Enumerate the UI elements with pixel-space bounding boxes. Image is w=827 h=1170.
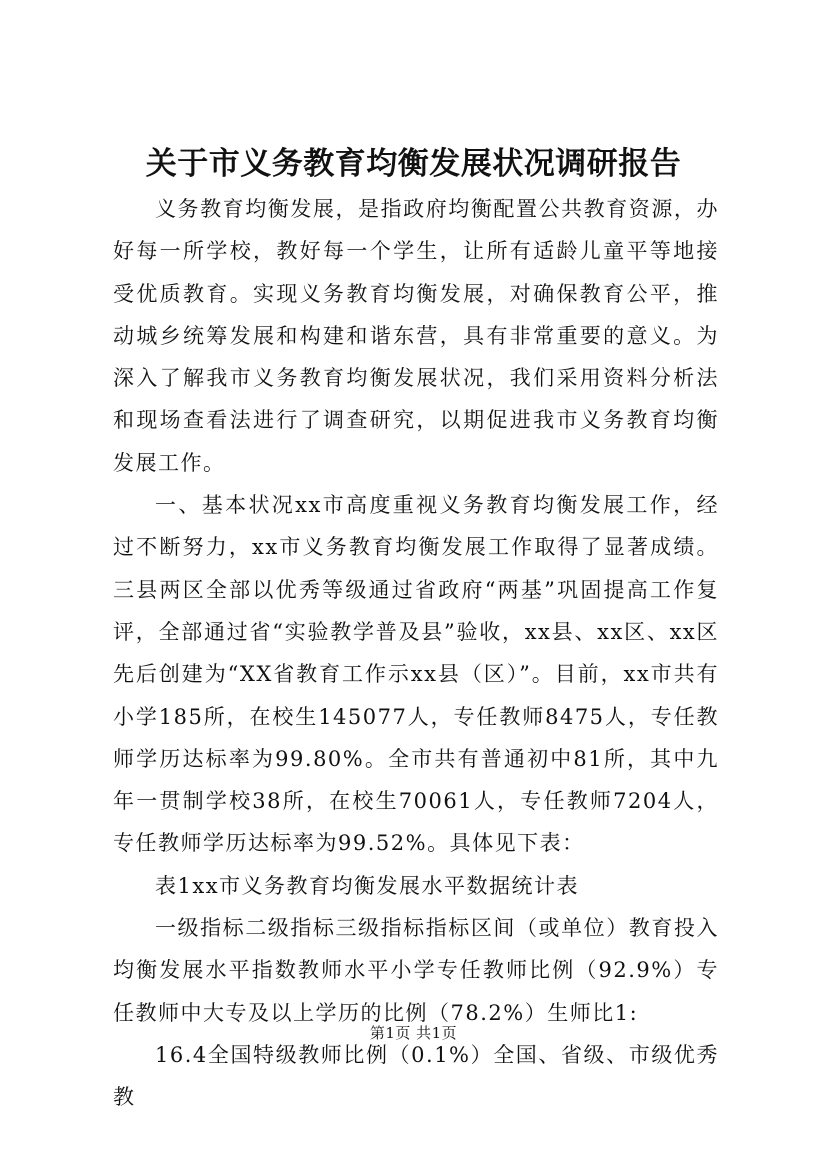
paragraph-continued: 16.4全国特级教师比例（0.1%）全国、省级、市级优秀教	[113, 1042, 719, 1110]
table-caption: 表1xx市义务教育均衡发展水平数据统计表	[155, 873, 580, 898]
page-number-footer: 第1页 共1页	[369, 1024, 458, 1042]
paragraph-basic-status: 一、基本状况xx市高度重视义务教育均衡发展工作，经过不断努力，xx市义务教育均衡发展工作取得了显著成绩。三县两区全部以优秀等级通过省政府“两基”巩固提高工作复评，全部通过省“实验教学普及县”验收，xx县、xx区、xx区先后创建为“XX省教育工作示xx县（区）”。目前，xx市共有小学185所，在校生145077人，专任教师8475人，专任教师学历达标率为99.80%。全市共有普通初中81所，其中九年一贯制学校38所，在校生70061人，专任教师7204人，专任教师学历达标率为99.52%。具体见下表：	[113, 493, 719, 856]
document-body	[113, 188, 719, 1119]
paragraph-intro: 义务教育均衡发展，是指政府均衡配置公共教育资源，办好每一所学校，教好每一个学生，让所有适龄儿童平等地接受优质教育。实现义务教育均衡发展，对确保教育公平，推动城乡统筹发展和构建和谐东营，具有非常重要的意义。为深入了解我市义务教育均衡发展状况，我们采用资料分析法和现场查看法进行了调查研究，以期促进我市义务教育均衡发展工作。	[113, 197, 719, 475]
document-title: 关于市义务教育均衡发展状况调研报告	[145, 146, 682, 182]
paragraph-indicators: 一级指标二级指标三级指标指标区间（或单位）教育投入均衡发展水平指数教师水平小学专任教师比例（92.9%）专任教师中大专及以上学历的比例（78.2%）生师比1:	[113, 916, 719, 1025]
